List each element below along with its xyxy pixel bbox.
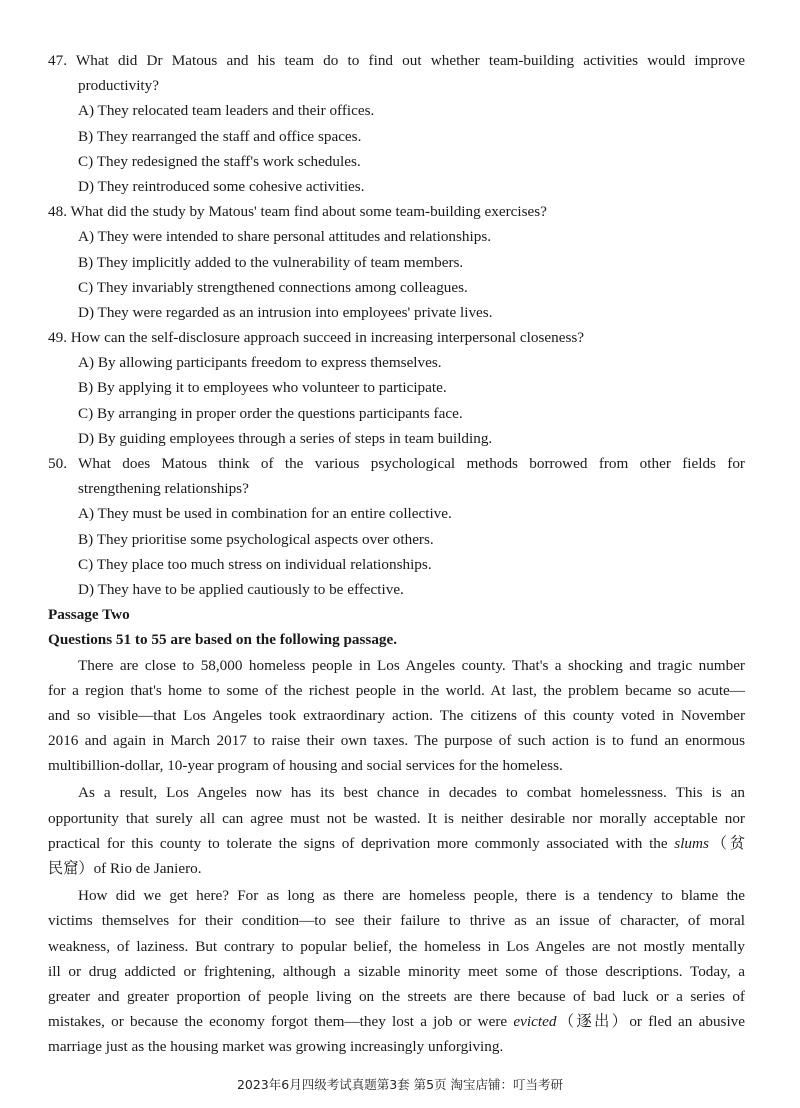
option-a: A) By allowing participants freedom to express themselves. [78, 354, 442, 372]
passage-instruction: Questions 51 to 55 are based on the following passage. [48, 631, 398, 649]
option-d: D) They reintroduced some cohesive activities. [78, 177, 365, 195]
option-b: B) They prioritise some psychological aspects over others. [78, 530, 434, 548]
paragraph-line [48, 831, 745, 856]
italic-term: evicted [513, 1013, 557, 1031]
question-stem-cont: strengthening relationships? [78, 480, 249, 498]
text: （逐出）or fled an abusive [556, 1013, 745, 1031]
paragraph-line: multibillion-dollar, 10-year program of housing and social services for the homeless. [48, 757, 563, 775]
option-c: C) They redesigned the staff's work schedules. [78, 152, 361, 170]
option-c: C) They invariably strengthened connections among colleagues. [78, 278, 468, 296]
question-stem: 48. What did the study by Matous' team find about some team-building exercises? [48, 203, 547, 221]
paragraph-line: for a region that's home to some of the richest people in the world. At last, the problem became so acute— [48, 681, 745, 699]
option-d: D) They have to be applied cautiously to be effective. [78, 580, 404, 598]
question-stem: 49. How can the self-disclosure approach succeed in increasing interpersonal closeness? [48, 329, 585, 347]
question-47 [48, 48, 745, 199]
text: （贫 [708, 834, 745, 852]
passage-title: Passage Two [48, 606, 130, 624]
question-49 [48, 325, 745, 451]
paragraph-line: 2016 and again in March 2017 to raise their own taxes. The purpose of such action is to fund an enormous [48, 732, 745, 750]
option-c: C) They place too much stress on individual relationships. [78, 555, 432, 573]
page-footer: 2023年6月四级考试真题第3套 第5页 淘宝店铺：叮当考研 [236, 1077, 564, 1092]
paragraph-line: How did we get here? For as long as there are homeless people, there is a tendency to blame the [78, 887, 745, 905]
option-d: D) By guiding employees through a series of steps in team building. [78, 429, 493, 447]
option-a: A) They relocated team leaders and their offices. [78, 102, 375, 120]
paragraph-line: marriage just as the housing market was growing increasingly unforgiving. [48, 1038, 504, 1056]
question-stem: 50. What does Matous think of the various psychological methods borrowed from other fields for [48, 455, 745, 472]
paragraph-line: There are close to 58,000 homeless people in Los Angeles county. That's a shocking and tragic number [78, 656, 745, 674]
paragraph-line [48, 1009, 745, 1034]
paragraph-line: As a result, Los Angeles now has its best chance in decades to combat homelessness. This is an [78, 784, 745, 802]
option-b: B) By applying it to employees who volunteer to participate. [78, 379, 447, 397]
option-a: A) They must be used in combination for an entire collective. [78, 505, 452, 523]
text: mistakes, or because the economy forgot them—they lost a job or were [48, 1013, 508, 1031]
exam-page [48, 48, 745, 1060]
italic-term: slums [674, 834, 709, 852]
question-stem-cont: productivity? [78, 77, 159, 95]
option-a: A) They were intended to share personal attitudes and relationships. [78, 228, 492, 246]
option-c: C) By arranging in proper order the questions participants face. [78, 404, 463, 422]
paragraph-1 [48, 653, 745, 779]
option-b: B) They implicitly added to the vulnerability of team members. [78, 253, 464, 271]
question-50 [48, 451, 745, 602]
question-stem: 47. What did Dr Matous and his team do to find out whether team-building activities would improve [48, 52, 745, 69]
paragraph-line: ill or drug addicted or frightening, although a sizable minority meet some of those descriptions. Today, a [48, 962, 745, 980]
paragraph-3 [48, 883, 745, 1059]
paragraph-line: greater and greater proportion of people living on the streets are there because of bad luck or a series of [48, 987, 745, 1005]
paragraph-line: and so visible—that Los Angeles took extraordinary action. The citizens of this county voted in November [48, 706, 745, 724]
option-b: B) They rearranged the staff and office spaces. [78, 127, 362, 145]
paragraph-line: weakness, of laziness. But contrary to popular belief, the homeless in Los Angeles are not mostly mentally [48, 937, 745, 955]
text: practical for this county to tolerate the signs of deprivation more commonly associated with the [48, 834, 668, 852]
option-d: D) They were regarded as an intrusion into employees' private lives. [78, 303, 493, 321]
question-48 [48, 199, 745, 325]
paragraph-line: 民窟）of Rio de Janiero. [48, 860, 202, 877]
paragraph-line: opportunity that surely all can agree must not be wasted. It is neither desirable nor morally acceptable nor [48, 809, 745, 827]
paragraph-line: victims themselves for their condition—to see their failure to thrive as an issue of character, of moral [48, 912, 745, 930]
paragraph-2 [48, 780, 745, 881]
